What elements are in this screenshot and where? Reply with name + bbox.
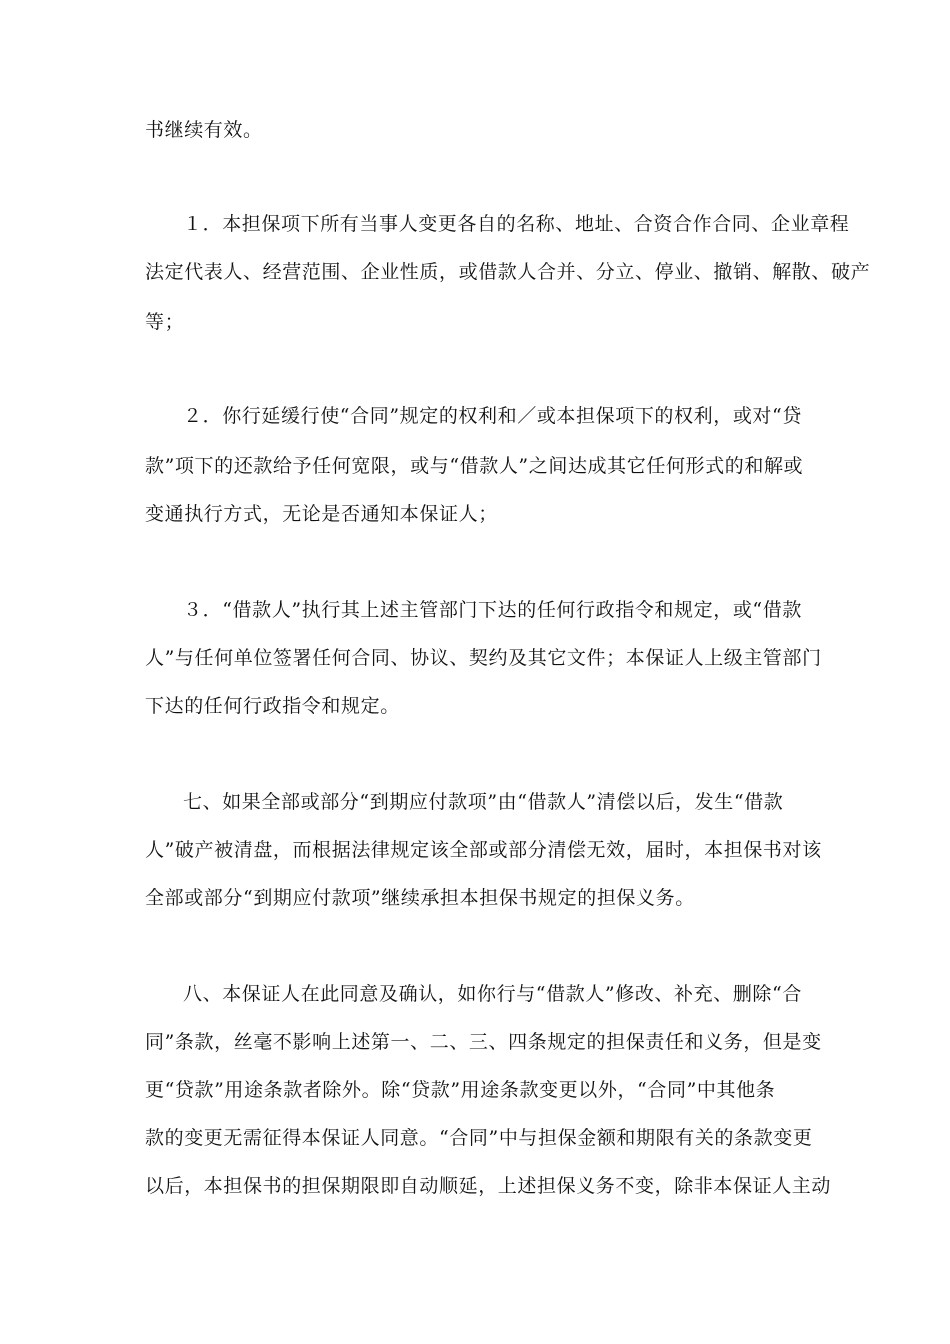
text-line: 等； bbox=[145, 311, 185, 333]
text-line: 款”项下的还款给予任何宽限，或与“借款人”之间达成其它任何形式的和解或 bbox=[145, 455, 804, 477]
text-line: 更“贷款”用途条款者除外。除“贷款”用途条款变更以外，“合同”中其他条 bbox=[145, 1079, 776, 1101]
text-line: 变通执行方式，无论是否通知本保证人； bbox=[145, 503, 498, 525]
text-line: 七、如果全部或部分“到期应付款项”由“借款人”清偿以后，发生“借款 bbox=[183, 791, 784, 813]
text-line: 同”条款，丝毫不影响上述第一、二、三、四条规定的担保责任和义务，但是变 bbox=[145, 1031, 822, 1053]
text-line: ３．“借款人”执行其上述主管部门下达的任何行政指令和规定，或“借款 bbox=[183, 599, 802, 621]
text-line: ２．你行延缓行使“合同”规定的权利和／或本担保项下的权利，或对“贷 bbox=[183, 405, 802, 427]
text-line: 八、本保证人在此同意及确认，如你行与“借款人”修改、补充、删除“合 bbox=[183, 983, 802, 1005]
text-line: 书继续有效。 bbox=[145, 119, 263, 141]
text-line: 下达的任何行政指令和规定。 bbox=[145, 695, 400, 717]
text-line: 全部或部分“到期应付款项”继续承担本担保书规定的担保义务。 bbox=[145, 887, 695, 909]
text-line: １．本担保项下所有当事人变更各自的名称、地址、合资合作合同、企业章程 bbox=[183, 213, 850, 235]
text-line: 法定代表人、经营范围、企业性质，或借款人合并、分立、停业、撤销、解散、破产 bbox=[145, 261, 871, 283]
text-line: 人”破产被清盘，而根据法律规定该全部或部分清偿无效，届时，本担保书对该 bbox=[145, 839, 822, 861]
text-line: 以后，本担保书的担保期限即自动顺延，上述担保义务不变，除非本保证人主动 bbox=[145, 1175, 832, 1197]
text-line: 款的变更无需征得本保证人同意。“合同”中与担保金额和期限有关的条款变更 bbox=[145, 1127, 813, 1149]
text-line: 人”与任何单位签署任何合同、协议、契约及其它文件；本保证人上级主管部门 bbox=[145, 647, 822, 669]
